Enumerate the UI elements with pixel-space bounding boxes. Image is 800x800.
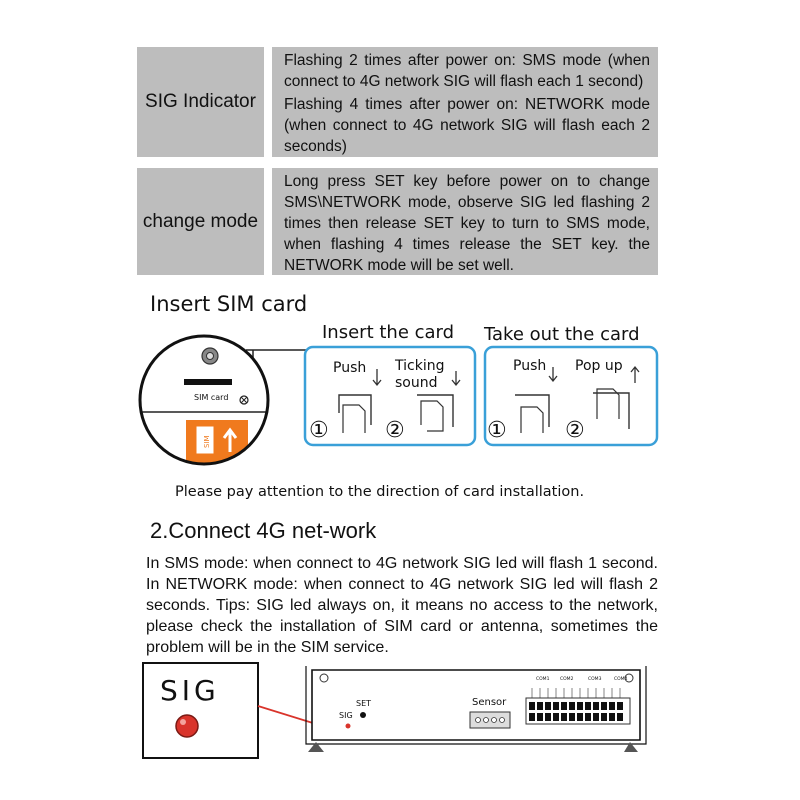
row-label: change mode — [142, 210, 259, 232]
step-two: ② — [385, 418, 405, 443]
takeout-card-diagram — [483, 345, 659, 447]
connect-title: 2.Connect 4G net-work — [150, 518, 377, 543]
description-line: Flashing 2 times after power on: SMS mode (when connect to 4G network SIG will flash each 1 second) — [284, 52, 650, 90]
device-panel-illustration — [130, 660, 670, 760]
connect-body: In SMS mode: when connect to 4G network SIG led will flash 1 second. In NETWORK mode: when connect to 4G network SIG led will flash 2 seconds. Tips: SIG led always on, it means no access to the network, please check the installation of SIM card or antenna, sometimes the problem will be in the SIM service. — [146, 555, 658, 656]
sig-led-small-icon — [346, 724, 351, 729]
insert-card-diagram — [303, 345, 477, 447]
com-label: COM2 — [560, 677, 574, 682]
row-label: SIG Indicator — [145, 91, 256, 112]
takeout-card-heading: Take out the card — [484, 324, 640, 345]
sim-slot-illustration — [138, 322, 308, 482]
step-one: ① — [309, 418, 329, 443]
popup-label: Pop up — [575, 358, 623, 374]
step-two: ② — [565, 418, 585, 443]
set-button-icon — [360, 712, 366, 718]
com-label: COM4 — [614, 677, 628, 682]
change-mode-label — [137, 168, 264, 275]
sig-indicator-description — [272, 47, 658, 157]
description-line: Long press SET key before power on to change SMS\NETWORK mode, observe SIG led flashing 2 times then release SET key to turn to SMS mode, when flashing 4 times release the SET key. the NETWORK mode will be set well. — [284, 173, 650, 274]
insert-sim-title: Insert SIM card — [150, 292, 308, 316]
com-label: COM3 — [588, 677, 602, 682]
sig-small-label: SIG — [339, 711, 353, 720]
direction-note: Please pay attention to the direction of card installation. — [175, 484, 585, 500]
push-label: Push — [513, 358, 547, 374]
sig-big-label: SIG — [160, 674, 220, 707]
sig-led-icon — [176, 715, 198, 737]
ticking-label: Ticking — [395, 358, 445, 374]
com-label: COM1 — [536, 677, 550, 682]
set-label: SET — [356, 699, 372, 708]
card-label: SIM — [203, 435, 211, 448]
description-line: Flashing 4 times after power on: NETWORK mode (when connect to 4G network SIG will flash each 2 seconds) — [284, 96, 650, 155]
push-label: Push — [333, 360, 367, 376]
slot-label: SIM card — [194, 393, 229, 402]
sig-indicator-label — [137, 47, 264, 157]
change-mode-description — [272, 168, 658, 275]
insert-card-heading: Insert the card — [322, 322, 455, 343]
sound-label: sound — [395, 375, 438, 391]
sensor-label: Sensor — [472, 697, 507, 708]
step-one: ① — [487, 418, 507, 443]
